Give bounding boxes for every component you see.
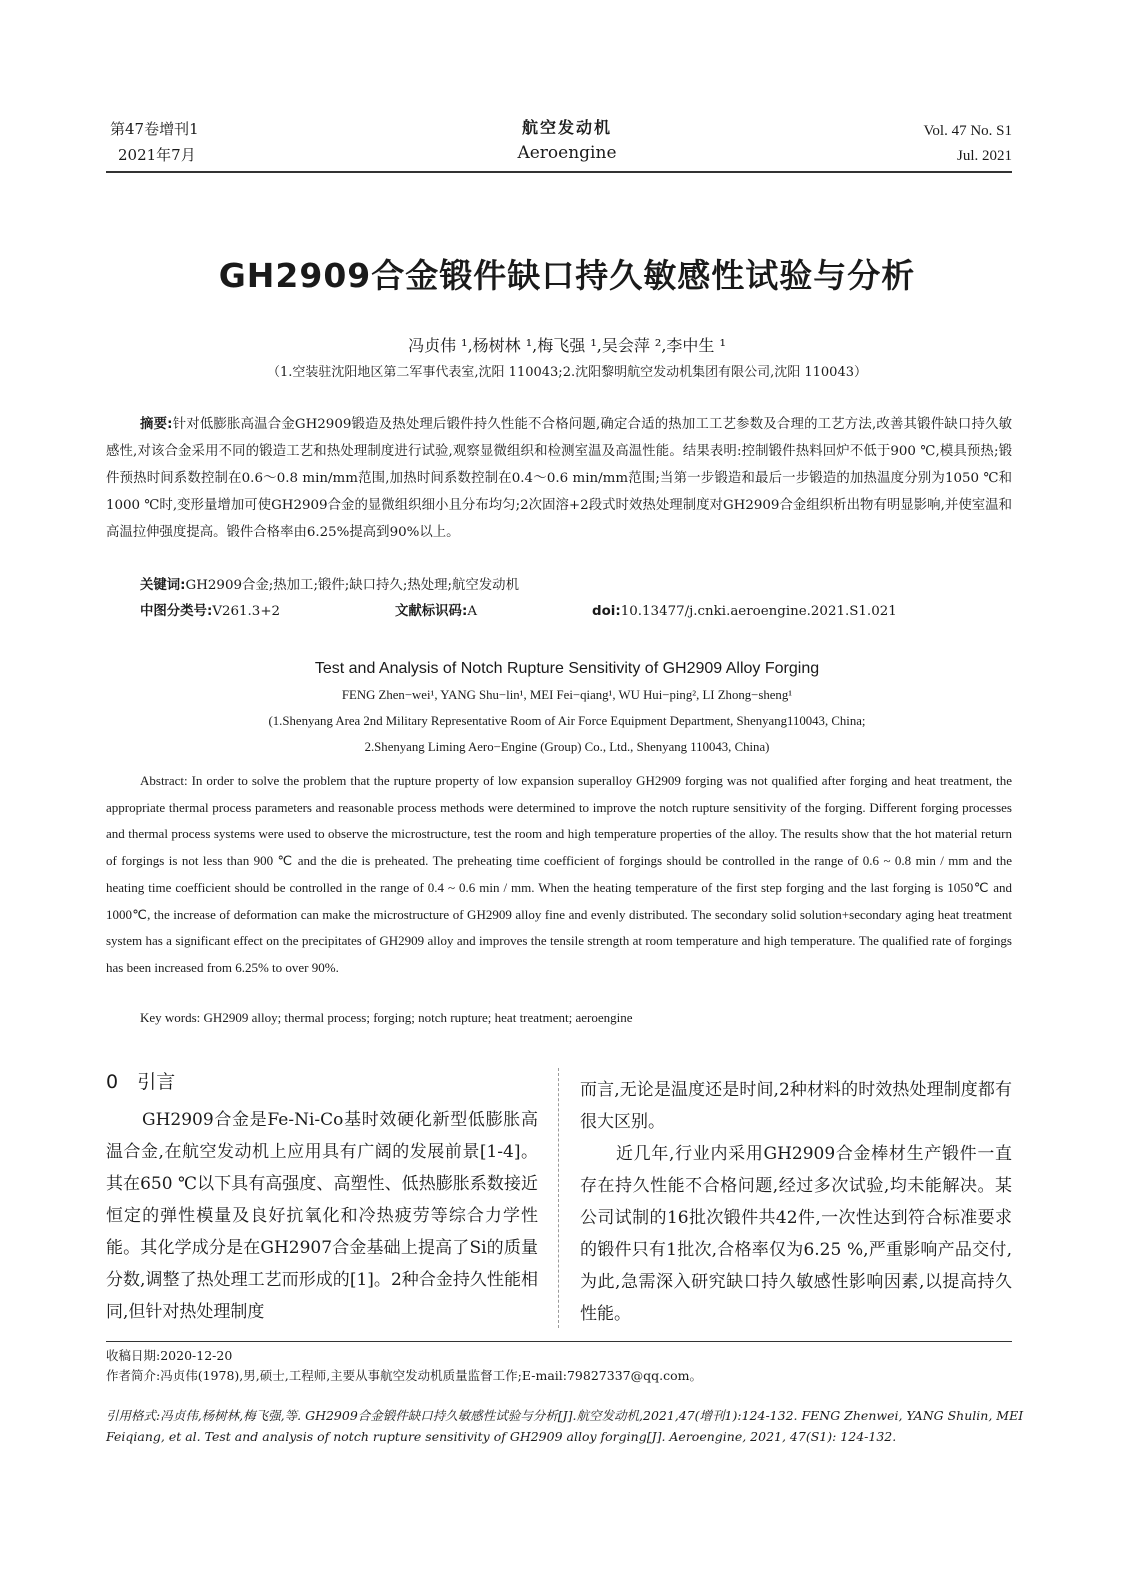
paper-title-cn: GH2909合金锻件缺口持久敏感性试验与分析 bbox=[218, 256, 916, 295]
column-divider bbox=[558, 1068, 559, 1328]
classification-line bbox=[140, 598, 1010, 625]
journal-date-en: Jul. 2021 bbox=[956, 148, 1012, 164]
abstract-cn-text: 针对低膨胀高温合金GH2909锻造及热处理后锻件持久性能不合格问题,确定合适的热加工工艺参数及合理的工艺方法,改善其锻件缺口持久敏感性,对该合金采用不同的锻造工艺和热处理制度进行试验,观察显微组织和检测室温及高温性能。结果表明:控制锻件热料回炉不低于900 ℃,模具预热;锻件预热时间系数控制在0.6～0.8 min/mm范围,加热时间系数控制在0.4～0.6 min/mm范围;当第一步锻造和最后一步锻造的加热温度分别为1050 ℃和1000 ℃时,变形量增加可使GH2909合金的显微组织细小且分布均匀;2次固溶+2段式时效热处理制度对GH2909合金组织析出物有明显影响,并使室温和高温拉伸强度提高。锻件合格率由6.25%提高到90%以上。 bbox=[106, 417, 1012, 540]
journal-volume-en: Vol. 47 No. S1 bbox=[923, 123, 1012, 139]
clc-label: 中图分类号: bbox=[140, 604, 213, 619]
affiliation-en-2: 2.Shenyang Liming Aero−Engine (Group) Co., Ltd., Shenyang 110043, China) bbox=[364, 740, 770, 754]
section-number: 0 bbox=[106, 1071, 119, 1093]
clc-value: V261.3+2 bbox=[212, 604, 281, 619]
keywords-en: Key words: GH2909 alloy; thermal process; forging; notch rupture; heat treatment; aeroengine bbox=[140, 1010, 633, 1025]
journal-volume-cn: 第47卷增刊1 bbox=[110, 120, 199, 138]
paper-title-en: Test and Analysis of Notch Rupture Sensitivity of GH2909 Alloy Forging bbox=[314, 660, 820, 677]
journal-name-en: Aeroengine bbox=[517, 143, 617, 163]
section-title: 引言 bbox=[137, 1071, 176, 1093]
keywords-cn-text: GH2909合金;热加工;锻件;缺口持久;热处理;航空发动机 bbox=[185, 578, 519, 593]
footnote-rule bbox=[106, 1341, 1012, 1342]
doi-value: 10.13477/j.cnki.aeroengine.2021.S1.021 bbox=[620, 604, 897, 619]
journal-date-cn: 2021年7月 bbox=[118, 146, 196, 164]
journal-name-cn: 航空发动机 bbox=[521, 118, 612, 137]
intro-right-para-1: 而言,无论是温度还是时间,2种材料的时效热处理制度都有很大区别。 bbox=[580, 1080, 1012, 1132]
intro-left-column: GH2909合金是Fe-Ni-Co基时效硬化新型低膨胀高温合金,在航空发动机上应用具有广阔的发展前景[1-4]。其在650 ℃以下具有高强度、高塑性、低热膨胀系数接近恒定的弹性模量及良好抗氧化和冷热疲劳等综合力学性能。其化学成分是在GH2907合金基础上提高了Si的质量分数,调整了热处理工艺而形成的[1]。2种合金持久性能相同,但针对热处理制度 bbox=[106, 1110, 538, 1322]
abstract-cn-label: 摘要: bbox=[140, 417, 173, 432]
citation: 引用格式:冯贞伟,杨树林,梅飞强,等. GH2909合金锻件缺口持久敏感性试验与分析[J].航空发动机,2021,47(增刊1):124-132. FENG Zhenwei, YANG Shulin, MEI Feiqiang, et al. Test and analysis of notch rupture sensitivity of GH2909 alloy forging[J]. Aeroengine, 2021, 47(S1): 124-132. bbox=[106, 1408, 1024, 1444]
affiliation-en-1: (1.Shenyang Area 2nd Military Representative Room of Air Force Equipment Department, Shenyang110043, China; bbox=[268, 714, 866, 728]
doc-code-label: 文献标识码: bbox=[395, 604, 468, 619]
keywords-cn bbox=[140, 572, 1010, 599]
section-heading bbox=[106, 1067, 175, 1094]
abstract-en: Abstract: In order to solve the problem that the rupture property of low expansion superalloy GH2909 forging was not qualified after forging and heat treatment, the appropriate thermal process parameters and reasonable process methods were determined to improve the notch rupture sensitivity of the forging. Different forging processes and thermal process systems were used to observe the microstructure, test the room and high temperature properties of the alloy. The results show that the hot material return of forgings is not less than 900 ℃ and the die is preheated. The preheating time coefficient of forgings should be controlled in the range of 0.6 ~ 0.8 min / mm and the heating time coefficient should be controlled in the range of 0.4 ~ 0.6 min / mm. When the heating temperature of the first step forging and the last forging is 1050℃ and 1000℃, the increase of deformation can make the microstructure of GH2909 alloy fine and evenly distributed. The secondary solid solution+secondary aging heat treatment system has a significant effect on the precipitates of GH2909 alloy and improves the tensile strength at room temperature and high temperature. The qualified rate of forgings has been increased from 6.25% to over 90%. bbox=[106, 773, 1012, 975]
authors-en: FENG Zhen−wei¹, YANG Shu−lin¹, MEI Fei−qiang¹, WU Hui−ping², LI Zhong−sheng¹ bbox=[341, 688, 793, 702]
authors-cn: 冯贞伟 ¹,杨树林 ¹,梅飞强 ¹,吴会萍 ²,李中生 ¹ bbox=[408, 336, 726, 355]
footnote-author: 作者简介:冯贞伟(1978),男,硕士,工程师,主要从事航空发动机质量监督工作;E-mail:79827337@qq.com。 bbox=[106, 1368, 702, 1383]
affiliation-cn: （1.空装驻沈阳地区第二军事代表室,沈阳 110043;2.沈阳黎明航空发动机集团有限公司,沈阳 110043） bbox=[267, 365, 867, 380]
header-rule bbox=[106, 171, 1012, 173]
keywords-cn-label: 关键词: bbox=[140, 578, 186, 593]
doc-code-value: A bbox=[467, 604, 477, 619]
intro-right-para-2: 近几年,行业内采用GH2909合金棒材生产锻件一直存在持久性能不合格问题,经过多次试验,均未能解决。某公司试制的16批次锻件共42件,一次性达到符合标准要求的锻件只有1批次,合格率仅为6.25 %,严重影响产品交付,为此,急需深入研究缺口持久敏感性影响因素,以提高持久性能。 bbox=[580, 1144, 1012, 1324]
doi-label: doi: bbox=[592, 604, 621, 619]
abstract-cn bbox=[106, 411, 1012, 546]
footnote-received: 收稿日期:2020-12-20 bbox=[106, 1348, 233, 1363]
